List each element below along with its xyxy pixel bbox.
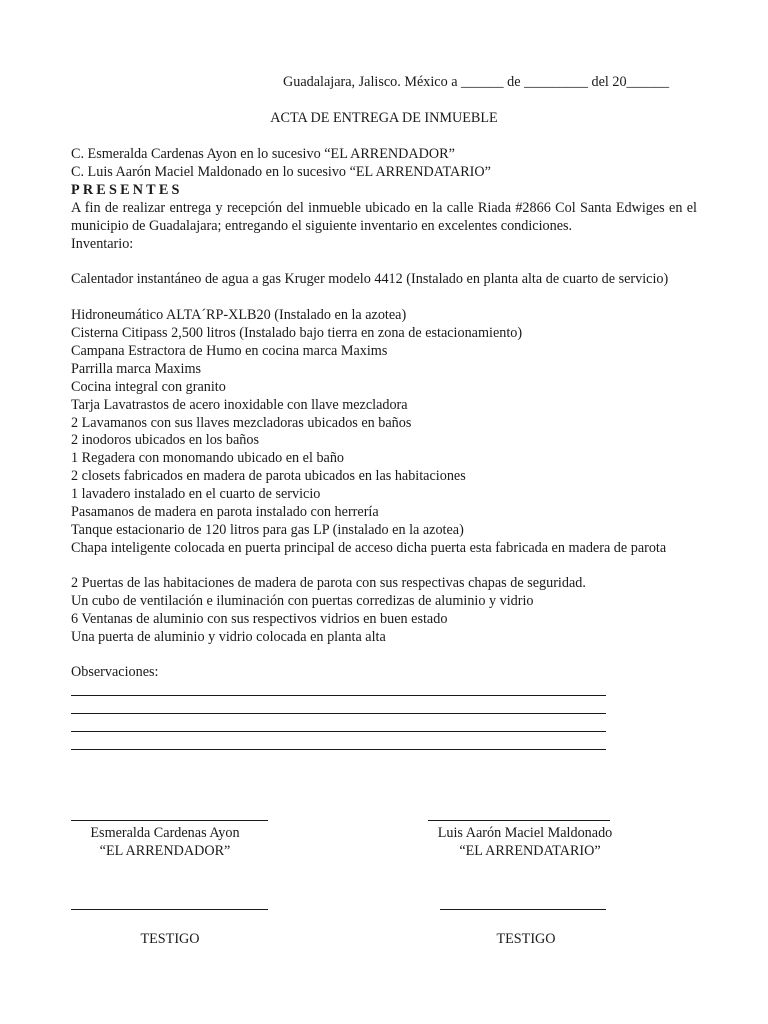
inventory-item: Chapa inteligente colocada en puerta principal de acceso dicha puerta esta fabricada en madera de parota: [71, 540, 667, 556]
inventory-item: 1 Regadera con monomando ubicado en el baño: [71, 450, 345, 466]
signature-line-witness-left: [71, 909, 268, 910]
inventory-item: Parrilla marca Maxims: [71, 361, 202, 377]
arrendador-line: C. Esmeralda Cardenas Ayon en lo sucesivo “EL ARRENDADOR”: [71, 146, 455, 162]
arrendador-role: “EL ARRENDADOR”: [99, 843, 231, 859]
inventory-item: Tarja Lavatrastos de acero inoxidable con llave mezcladora: [71, 397, 408, 413]
signature-line-arrendatario: [428, 820, 610, 821]
inventory-item: 2 inodoros ubicados en los baños: [71, 432, 259, 448]
inventory-item: 6 Ventanas de aluminio con sus respectivos vidrios en buen estado: [71, 611, 448, 627]
inventory-item: Cisterna Citipass 2,500 litros (Instalado bajo tierra en zona de estacionamiento): [71, 325, 523, 341]
inventory-item: Cocina integral con granito: [71, 379, 226, 395]
inventory-item: Hidroneumático ALTA´RP-XLB20 (Instalado en la azotea): [71, 307, 407, 323]
inventory-label: Inventario:: [71, 236, 134, 252]
inventory-item: Calentador instantáneo de agua a gas Kruger modelo 4412 (Instalado en planta alta de cuarto de servicio): [71, 271, 669, 287]
observaciones-line: [71, 731, 606, 732]
arrendatario-name: Luis Aarón Maciel Maldonado: [437, 825, 613, 841]
inventory-item: 1 lavadero instalado en el cuarto de servicio: [71, 486, 321, 502]
observaciones-label: Observaciones:: [71, 664, 159, 680]
observaciones-line: [71, 749, 606, 750]
witness-right-label: TESTIGO: [496, 931, 556, 947]
inventory-item: Campana Estractora de Humo en cocina marca Maxims: [71, 343, 388, 359]
signature-line-witness-right: [440, 909, 606, 910]
inventory-item: Una puerta de aluminio y vidrio colocada en planta alta: [71, 629, 386, 645]
inventory-item: 2 Puertas de las habitaciones de madera de parota con sus respectivas chapas de seguridad.: [71, 575, 586, 591]
signature-line-arrendador: [71, 820, 268, 821]
inventory-item: 2 closets fabricados en madera de parota ubicados en las habitaciones: [71, 468, 466, 484]
inventory-item: 2 Lavamanos con sus llaves mezcladoras ubicados en baños: [71, 415, 412, 431]
observaciones-line: [71, 695, 606, 696]
witness-left-label: TESTIGO: [140, 931, 200, 947]
observaciones-line: [71, 713, 606, 714]
date-line: Guadalajara, Jalisco. México a ______ de _________ del 20______: [283, 74, 670, 90]
inventory-item: Tanque estacionario de 120 litros para gas LP (instalado en la azotea): [71, 522, 464, 538]
intro-paragraph: A fin de realizar entrega y recepción del inmueble ubicado en la calle Riada #2866 Col Santa Edwiges en el municipio de Guadalajara; entregando el siguiente inventario en excelentes condiciones.: [71, 200, 697, 234]
arrendador-name: Esmeralda Cardenas Ayon: [90, 825, 240, 841]
arrendatario-role: “EL ARRENDATARIO”: [459, 843, 601, 859]
presentes-heading: PRESENTES: [71, 182, 183, 198]
inventory-item: Un cubo de ventilación e iluminación con puertas corredizas de aluminio y vidrio: [71, 593, 534, 609]
document-title: ACTA DE ENTREGA DE INMUEBLE: [270, 110, 498, 126]
arrendatario-line: C. Luis Aarón Maciel Maldonado en lo sucesivo “EL ARRENDATARIO”: [71, 164, 491, 180]
inventory-item: Pasamanos de madera en parota instalado con herrería: [71, 504, 379, 520]
